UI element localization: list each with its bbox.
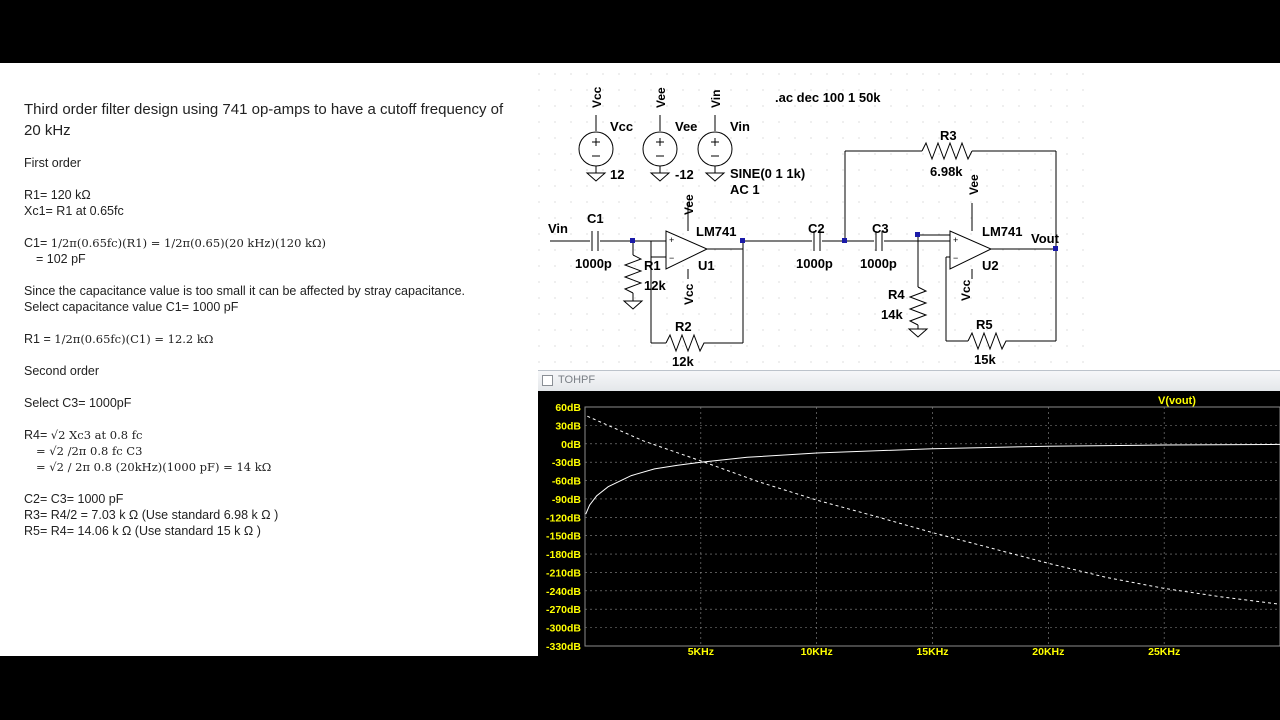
c1-result: = 102 pF [36, 252, 86, 266]
second-order-heading: Second order [24, 364, 100, 378]
c2-value: 1000p [796, 256, 833, 271]
u1-model: LM741 [696, 224, 737, 239]
r1-equation [24, 331, 524, 347]
first-order-heading: First order [24, 156, 81, 170]
vee-source-value: -12 [675, 167, 694, 182]
x-tick-label: 15KHz [916, 646, 949, 657]
input-net-label: Vin [548, 221, 568, 236]
c3-selection: Select C3= 1000pF [24, 396, 132, 410]
svg-text:−: − [669, 253, 675, 263]
r5-value: R5= R4= 14.06 k Ω (Use standard 15 k Ω ) [24, 524, 261, 538]
r4-line-2: = √2 /2π 0.8 fc C3 [36, 444, 143, 458]
u1-name: U1 [698, 258, 715, 273]
vin-ac-value: AC 1 [730, 182, 760, 197]
vin-net-label: Vin [709, 89, 723, 108]
y-tick-label: -120dB [545, 512, 581, 525]
svg-text:−: − [953, 253, 959, 263]
vee-net-label: Vee [654, 87, 668, 108]
vcc-source-name: Vcc [610, 119, 634, 134]
screen-content [0, 63, 1280, 656]
y-tick-label: -150dB [545, 530, 581, 543]
r4-line-3: = √2 / 2π 0.8 (20kHz)(1000 pF) = 14 kΩ [36, 460, 272, 474]
vin-source-name: Vin [730, 119, 750, 134]
r4-line-1: √2 Xc3 at 0.8 fc [50, 428, 143, 442]
y-tick-label: -60dB [551, 475, 581, 488]
xc1-value: Xc1= R1 at 0.65fc [24, 204, 124, 218]
vcc-source-value: 12 [610, 167, 625, 182]
r2-name: R2 [675, 319, 692, 334]
r2-value: 12k [672, 354, 694, 369]
x-tick-label: 20KHz [1032, 646, 1065, 657]
u2-vee-label: Vee [967, 174, 981, 195]
vcc-net-label: Vcc [590, 86, 604, 108]
c1-formula: 1/2π(0.65fc)(R1) = 1/2π(0.65)(20 kHz)(120 kΩ) [50, 236, 327, 250]
y-tick-label: -240dB [545, 585, 581, 598]
vee-source-name: Vee [675, 119, 698, 134]
plot-background [538, 391, 1280, 656]
r5-value: 15k [974, 352, 996, 367]
r1-name: R1 [644, 258, 661, 273]
x-tick-label: 10KHz [800, 646, 833, 657]
r1-label: R1 = [24, 332, 51, 346]
y-tick-label: -30dB [551, 457, 581, 470]
r3-value: R3= R4/2 = 7.03 k Ω (Use standard 6.98 k Ω ) [24, 508, 279, 522]
circuit-schematic[interactable] [538, 73, 1088, 373]
c1-value: 1000p [575, 256, 612, 271]
r1-formula: 1/2π(0.65fc)(C1) = 12.2 kΩ [54, 332, 214, 346]
c2-name: C2 [808, 221, 825, 236]
vin-source-value: SINE(0 1 1k) [730, 166, 806, 181]
y-tick-label: -330dB [545, 641, 581, 653]
svg-text:+: + [953, 235, 959, 245]
x-tick-label: 25KHz [1148, 646, 1181, 657]
y-tick-label: 30dB [555, 420, 581, 433]
r1-value: 12k [644, 278, 666, 293]
u1-vee-label: Vee [682, 194, 696, 215]
r4-name: R4 [888, 287, 905, 302]
u2-name: U2 [982, 258, 999, 273]
y-tick-label: -300dB [545, 622, 581, 635]
stray-note: Since the capacitance value is too small it can be affected by stray capacitance. [24, 284, 465, 298]
x-tick-label: 5KHz [687, 646, 714, 657]
r1-value: R1= 120 kΩ [24, 188, 91, 202]
waveform-window-icon [542, 375, 553, 386]
u1-vcc-label: Vcc [682, 283, 696, 305]
waveform-title-bar[interactable] [538, 371, 1280, 391]
design-notes [24, 99, 524, 539]
y-tick-label: -90dB [551, 493, 581, 506]
r4-value: 14k [881, 307, 903, 322]
r3-value: 6.98k [930, 164, 963, 179]
c3-name: C3 [872, 221, 889, 236]
y-tick-label: 60dB [555, 402, 581, 414]
u2-model: LM741 [982, 224, 1023, 239]
y-tick-label: -210dB [545, 567, 581, 580]
r3-name: R3 [940, 128, 957, 143]
r5-name: R5 [976, 317, 993, 332]
y-tick-label: 0dB [561, 438, 581, 451]
ac-directive[interactable]: .ac dec 100 1 50k [775, 90, 881, 105]
c1-selection: Select capacitance value C1= 1000 pF [24, 300, 239, 314]
waveform-window[interactable] [538, 370, 1280, 656]
c3-value: 1000p [860, 256, 897, 271]
r4-equation [24, 427, 524, 443]
waveform-window-title: TOHPF [558, 374, 596, 386]
y-tick-label: -180dB [545, 549, 581, 562]
r4-label: R4= [24, 428, 48, 442]
svg-text:+: + [669, 235, 675, 245]
bode-plot[interactable] [538, 391, 1280, 656]
y-tick-label: -270dB [545, 604, 581, 617]
c1-name: C1 [587, 211, 604, 226]
notes-title: Third order filter design using 741 op-amps to have a cutoff frequency of 20 kHz [24, 101, 504, 139]
c1-label: C1= [24, 236, 48, 250]
c2-c3-value: C2= C3= 1000 pF [24, 492, 124, 506]
u2-vcc-label: Vcc [959, 279, 973, 301]
output-net-label: Vout [1031, 231, 1059, 246]
c1-equation [24, 235, 524, 251]
trace-label[interactable]: V(vout) [1158, 395, 1196, 407]
